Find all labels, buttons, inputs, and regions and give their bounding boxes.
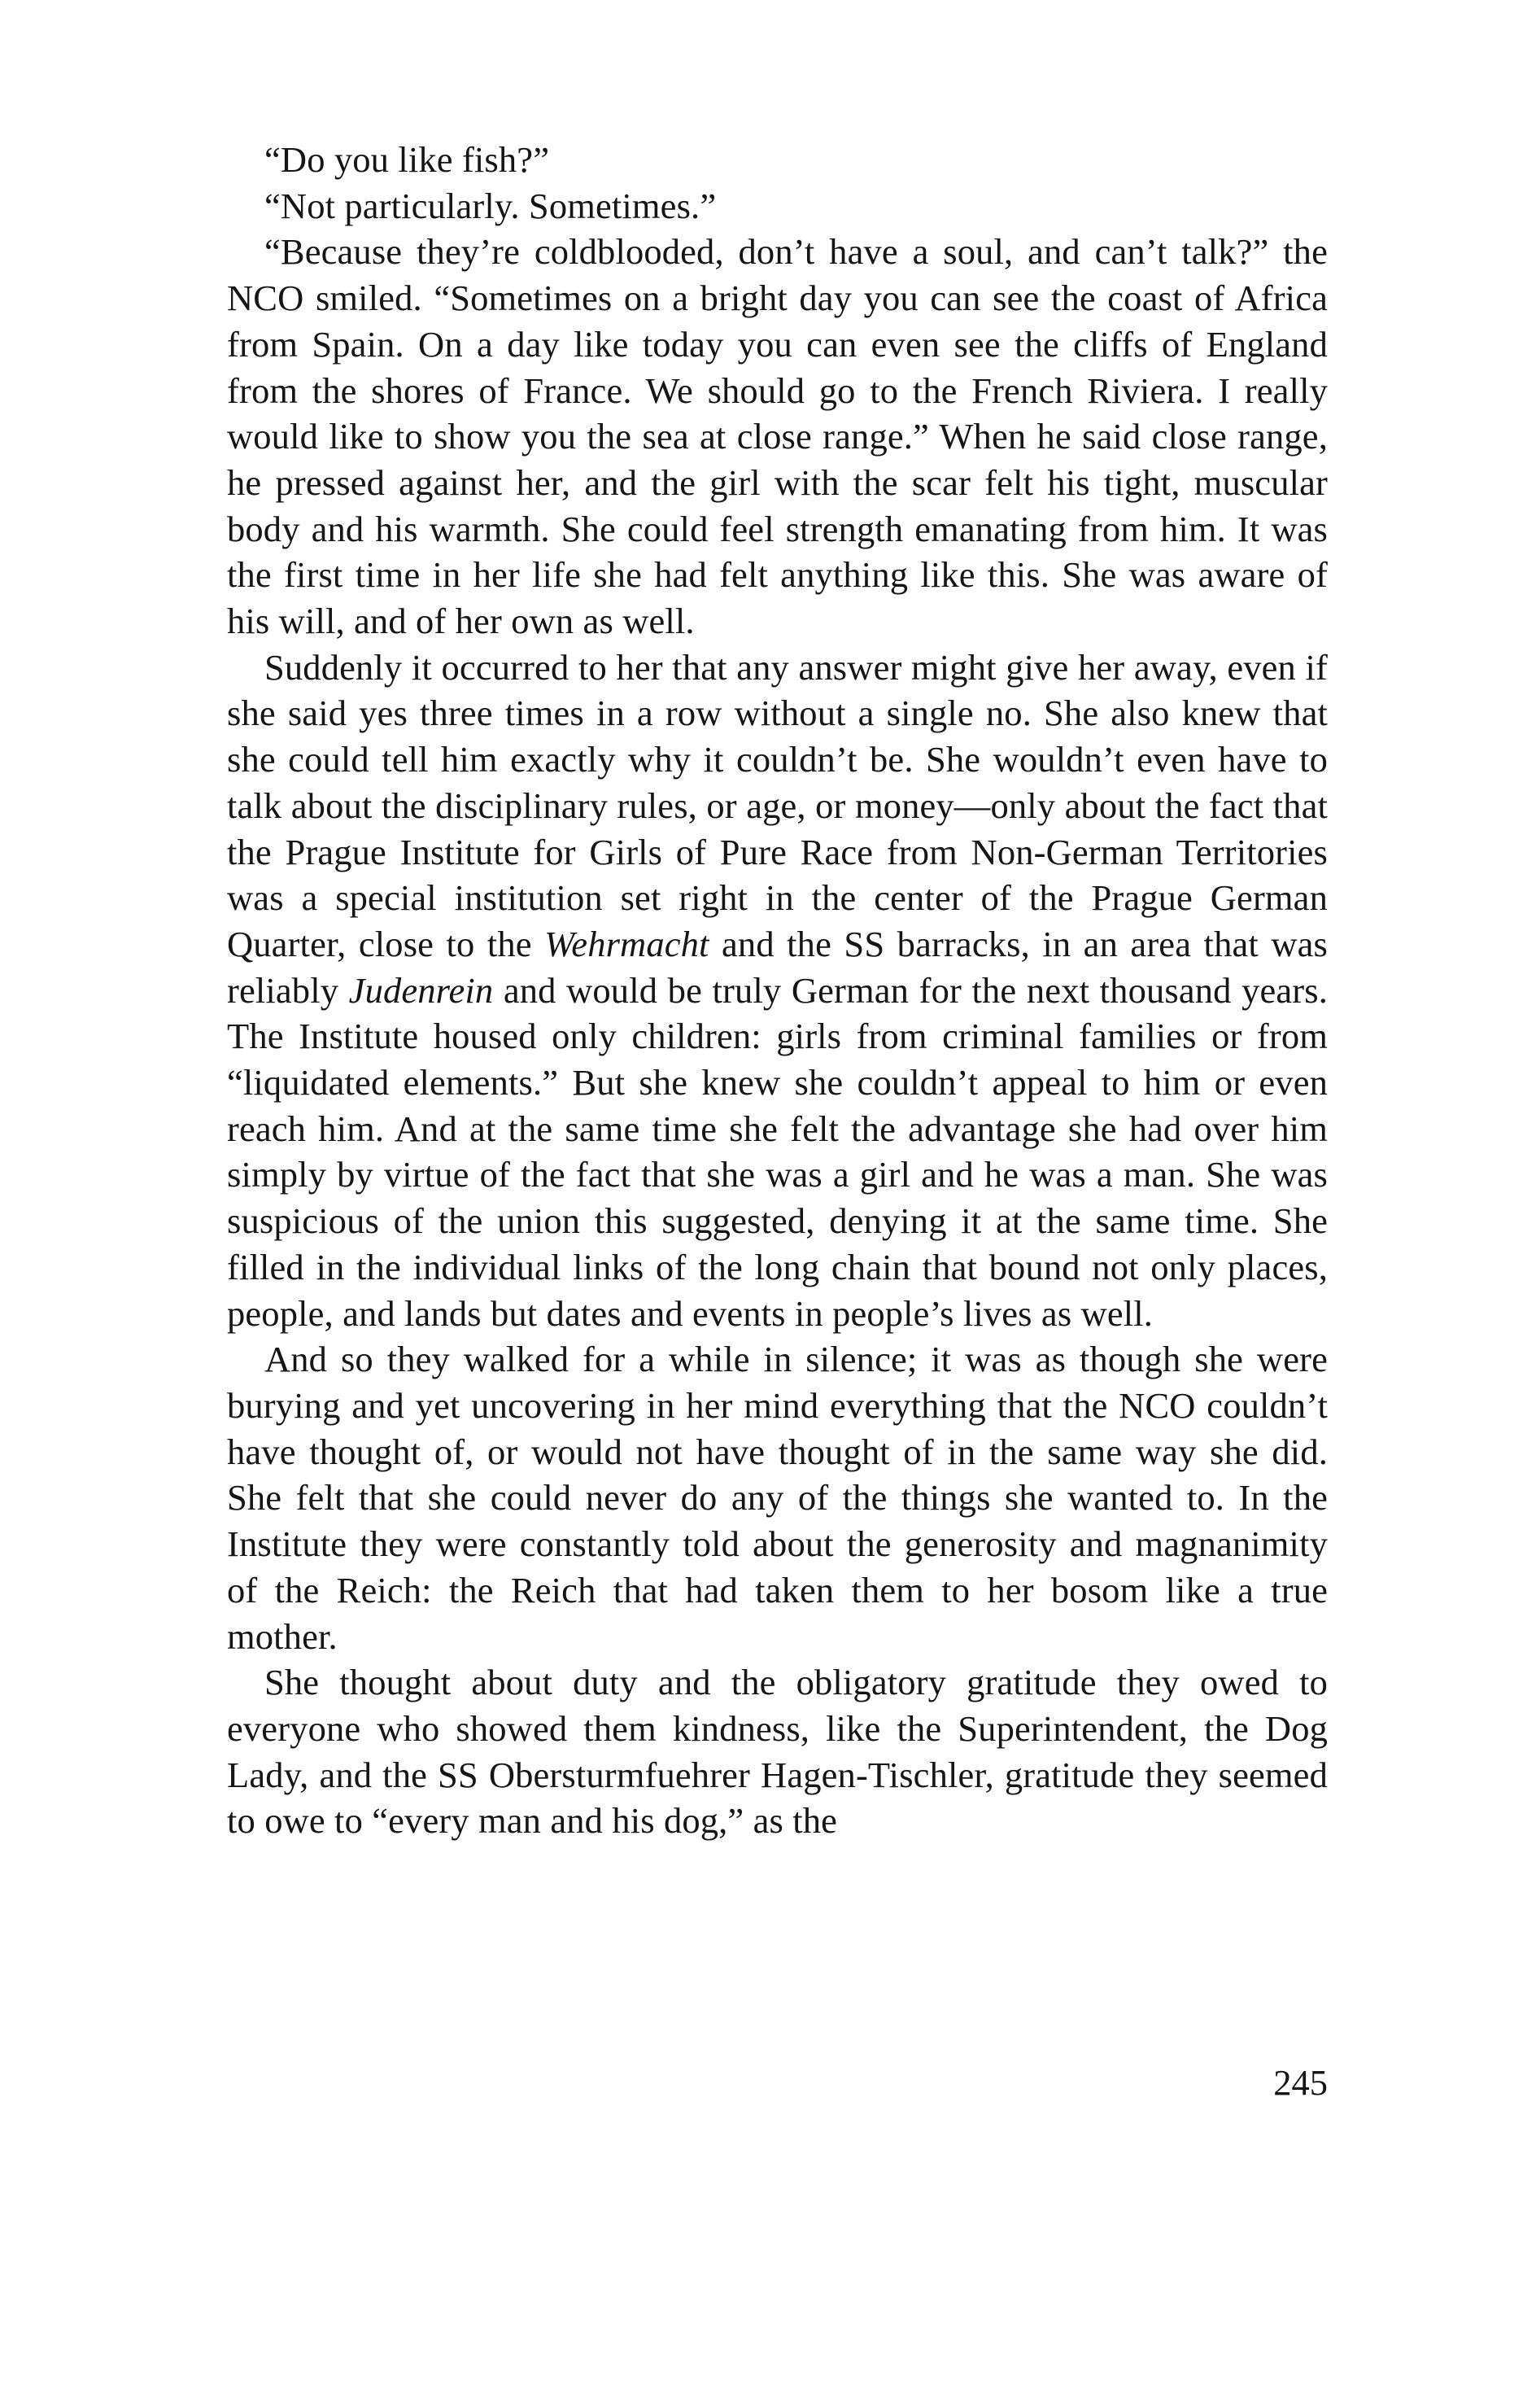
paragraph-text: and the SS barracks, in an area that was reliably bbox=[227, 923, 1328, 1011]
italic-term: Judenrein bbox=[348, 969, 494, 1011]
paragraph bbox=[227, 137, 1328, 183]
paragraph-text: and would be truly German for the next thousand years. The Institute housed only children: girls from criminal families or from “liquidated elements.” But she knew she couldn’t appeal to him or even reach him. And at the same time she felt the advantage she had over him simply by virtue of the fact that she was a girl and he was a man. She was suspicious of the union this suggested, denying it at the same time. She filled in the individual links of the long chain that bound not only places, people, and lands but dates and events in people’s lives as well. bbox=[227, 969, 1329, 1334]
paragraph-text: And so they walked for a while in silence; it was as though she were burying and yet uncovering in her mind everything that the NCO couldn’t have thought of, or would not have thought of in the same way she did. She felt that she could never do any of the things she wanted to. In the Institute they were constantly told about the generosity and magnanimity of the Reich: the Reich that had taken them to her bosom like a true mother. bbox=[227, 1339, 1328, 1657]
paragraph-text: She thought about duty and the obligatory gratitude they owed to everyone who showed them kindness, like the Superintendent, the Dog Lady, and the SS Obersturmfuehrer Hagen-Tischler, gratitude they seemed to owe to “every man and his dog,” as the bbox=[227, 1662, 1328, 1842]
paragraph bbox=[227, 183, 1328, 229]
paragraph bbox=[227, 229, 1328, 644]
paragraph-text: “Because they’re coldblooded, don’t have a soul, and can’t talk?” the NCO smiled. “Sometimes on a bright day you can see the coast of Africa from Spain. On a day like today you can even see the cliffs of England from the shores of France. We should go to the French Riviera. I really would like to show you the sea at close range.” When he said close range, he pressed against her, and the girl with the scar felt his tight, muscular body and his warmth. She could feel strength emanating from him. It was the first time in her life she had felt anything like this. She was aware of his will, and of her own as well. bbox=[227, 231, 1328, 642]
italic-term: Wehrmacht bbox=[544, 923, 709, 964]
body-text bbox=[227, 137, 1328, 1844]
paragraph-text: “Not particularly. Sometimes.” bbox=[264, 185, 717, 226]
paragraph-text: Suddenly it occurred to her that any answer might give her away, even if she said yes three times in a row without a single no. She also knew that she could tell him exactly why it couldn’t be. She wouldn’t even have to talk about the disciplinary rules, or age, or money—only about the fact that the Prague Institute for Girls of Pure Race from Non-German Territories was a special institution set right in the center of the Prague German Quarter, close to the bbox=[227, 646, 1328, 964]
paragraph bbox=[227, 1659, 1328, 1844]
page-number: 245 bbox=[1273, 2062, 1328, 2103]
paragraph-text: “Do you like fish?” bbox=[264, 139, 550, 180]
paragraph bbox=[227, 645, 1328, 1337]
paragraph bbox=[227, 1336, 1328, 1659]
